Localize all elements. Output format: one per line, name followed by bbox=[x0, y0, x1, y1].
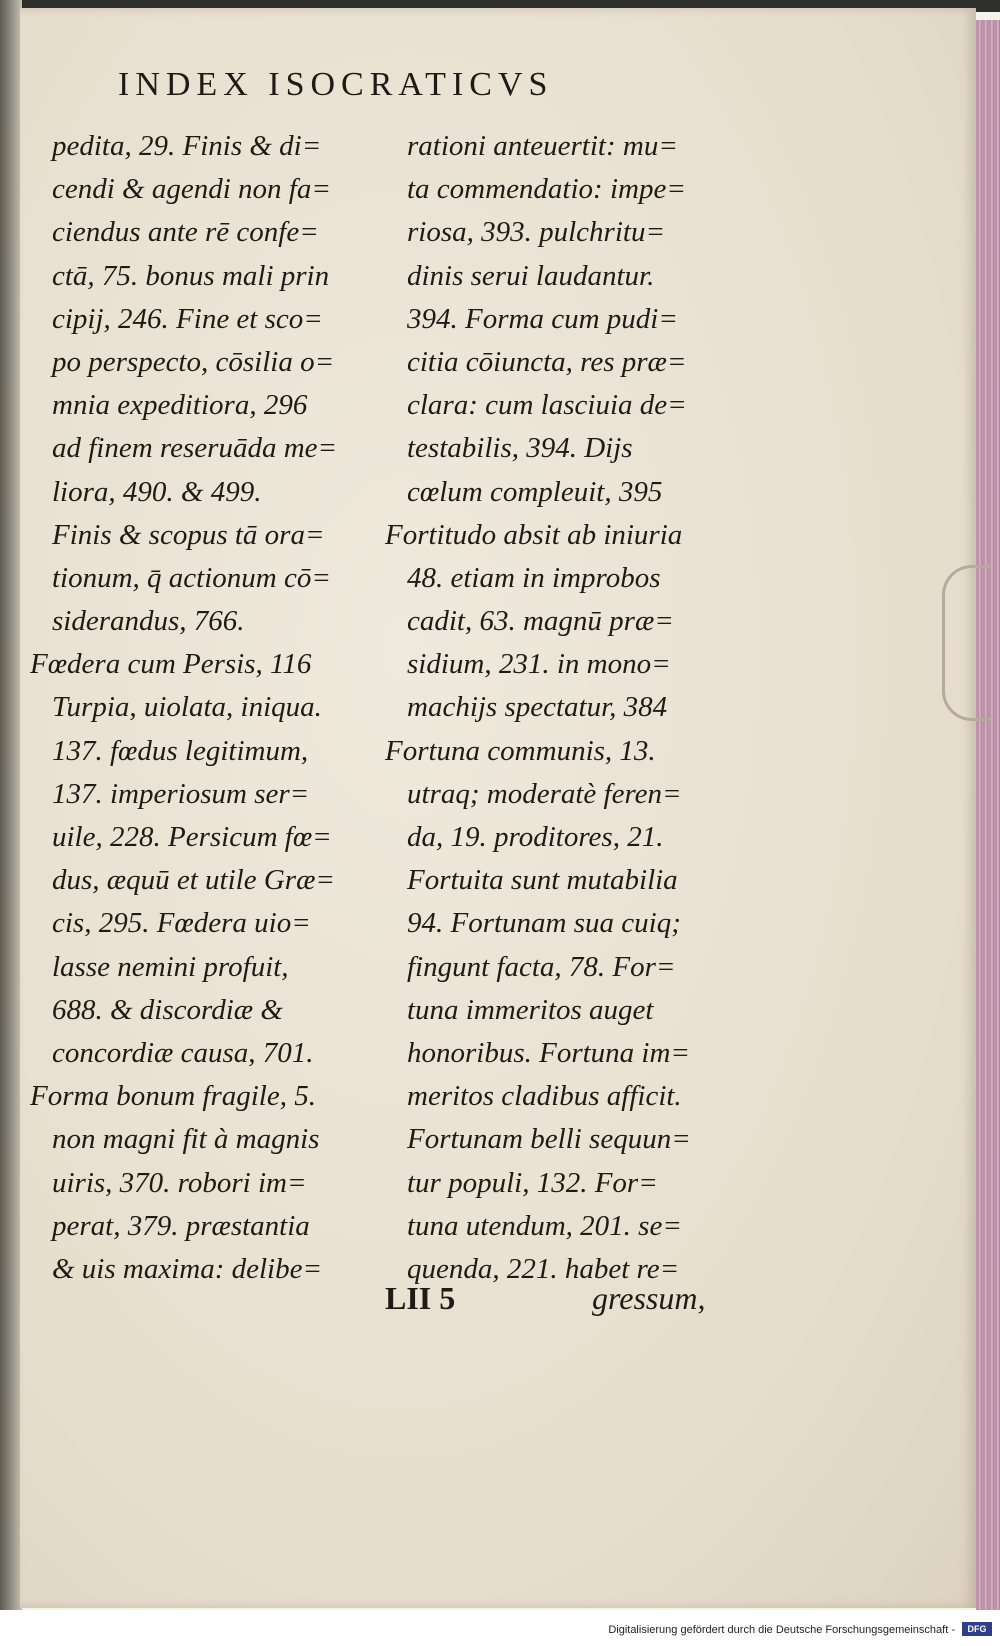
binding-edge bbox=[0, 0, 22, 1610]
index-line: clara: cum lasciuia de= bbox=[407, 389, 687, 422]
index-line: Turpia, uiolata, iniqua. bbox=[52, 691, 322, 724]
index-line: 137. imperiosum ser= bbox=[52, 777, 310, 810]
index-line: lasse nemini profuit, bbox=[52, 950, 289, 983]
index-line: cendi & agendi non fa= bbox=[52, 173, 331, 206]
index-line: pedita, 29. Finis & di= bbox=[52, 130, 322, 162]
index-line: cadit, 63. magnū præ= bbox=[407, 605, 674, 638]
index-line: Fœdera cum Persis, 116 bbox=[30, 648, 312, 681]
index-line: meritos cladibus afficit. bbox=[407, 1080, 682, 1113]
index-line: & uis maxima: delibe= bbox=[52, 1252, 323, 1285]
catchword: gressum, bbox=[592, 1280, 706, 1316]
index-line: citia cōiuncta, res præ= bbox=[407, 345, 687, 378]
index-line: ciendus ante rē confe= bbox=[52, 216, 319, 249]
index-line: Fortunam belli sequun= bbox=[407, 1123, 691, 1156]
index-line: dus, æquū et utile Græ= bbox=[52, 864, 335, 897]
index-line: uile, 228. Persicum fœ= bbox=[52, 821, 332, 853]
index-line: utraq; moderatè feren= bbox=[407, 777, 682, 810]
index-line: ta commendatio: impe= bbox=[407, 173, 686, 206]
index-line: sidium, 231. in mono= bbox=[407, 648, 671, 681]
page-clip bbox=[942, 565, 991, 721]
index-line: uiris, 370. robori im= bbox=[52, 1166, 307, 1199]
index-line: testabilis, 394. Dijs bbox=[407, 432, 633, 465]
index-line: Fortuita sunt mutabilia bbox=[407, 864, 678, 897]
index-column-right bbox=[385, 125, 725, 1291]
index-line: concordiæ causa, 701. bbox=[52, 1036, 314, 1069]
index-line: tur populi, 132. For= bbox=[407, 1166, 658, 1199]
index-line: 688. & discordiæ & bbox=[52, 993, 283, 1026]
index-line: cœlum compleuit, 395 bbox=[407, 475, 663, 508]
index-line: machijs spectatur, 384 bbox=[407, 691, 668, 724]
index-line: 48. etiam in improbos bbox=[407, 561, 661, 594]
index-line: 137. fœdus legitimum, bbox=[52, 734, 309, 767]
index-line: 94. Fortunam sua cuiq; bbox=[407, 907, 681, 940]
dfg-logo: DFG bbox=[962, 1622, 992, 1636]
index-line: quenda, 221. habet re= bbox=[407, 1252, 680, 1285]
index-line: tionum, q̄ actionum cō= bbox=[52, 561, 331, 594]
index-line: liora, 490. & 499. bbox=[52, 475, 262, 508]
index-line: rationi anteuertit: mu= bbox=[407, 130, 678, 162]
index-line: Fortuna communis, 13. bbox=[385, 734, 656, 767]
page-block-edge bbox=[976, 20, 1000, 1610]
index-line: tuna utendum, 201. se= bbox=[407, 1209, 682, 1242]
index-line: riosa, 393. pulchritu= bbox=[407, 216, 666, 249]
index-line: mnia expeditiora, 296 bbox=[52, 389, 308, 422]
index-line: cipij, 246. Fine et sco= bbox=[52, 302, 323, 335]
index-line: cis, 295. Fœdera uio= bbox=[52, 907, 311, 940]
index-line: Forma bonum fragile, 5. bbox=[30, 1080, 316, 1113]
index-line: ad finem reseruāda me= bbox=[52, 432, 338, 465]
index-line: Fortitudo absit ab iniuria bbox=[385, 518, 683, 551]
index-line: ctā, 75. bonus mali prin bbox=[52, 259, 330, 292]
index-line: po perspecto, cōsilia o= bbox=[52, 345, 335, 378]
index-line: 394. Forma cum pudi= bbox=[407, 302, 678, 335]
index-line: dinis serui laudantur. bbox=[407, 259, 655, 292]
index-line: da, 19. proditores, 21. bbox=[407, 821, 664, 853]
index-line: siderandus, 766. bbox=[52, 605, 245, 638]
index-line: Finis & scopus tā ora= bbox=[52, 518, 325, 551]
index-line: honoribus. Fortuna im= bbox=[407, 1036, 691, 1069]
index-line: non magni fit à magnis bbox=[52, 1123, 320, 1156]
index-column-left bbox=[30, 125, 360, 1291]
index-line: fingunt facta, 78. For= bbox=[407, 950, 676, 983]
index-line: perat, 379. præstantia bbox=[52, 1209, 310, 1242]
footer-credit: Digitalisierung gefördert durch die Deutsche Forschungsgemeinschaft - bbox=[608, 1624, 955, 1636]
index-line: tuna immeritos auget bbox=[407, 993, 654, 1026]
signature-mark: LII 5 bbox=[385, 1280, 456, 1316]
running-head: INDEX ISOCRATICVS bbox=[118, 66, 554, 103]
